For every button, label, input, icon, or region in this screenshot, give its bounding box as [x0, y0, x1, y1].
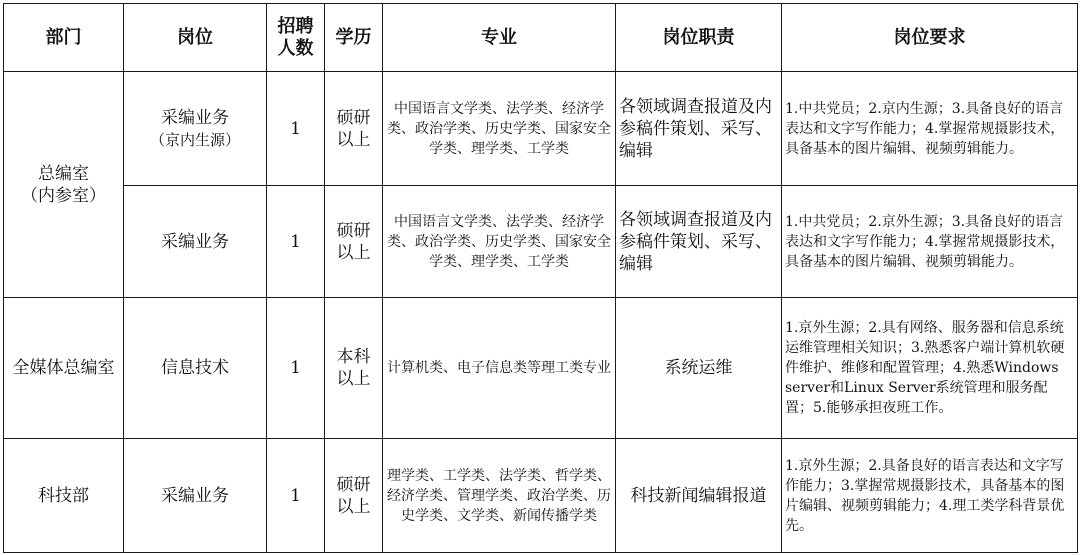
- header-dept: 部门: [4, 4, 124, 72]
- edu-line1: 本科: [336, 347, 371, 367]
- table-row: [4, 439, 1078, 553]
- dept-cell: 科技部: [4, 439, 124, 553]
- header-count-line1: 招聘: [277, 15, 314, 37]
- major-cell: 计算机类、电子信息类等理工类专业: [383, 298, 616, 439]
- edu-cell: [325, 186, 383, 298]
- post-cell: 采编业务: [124, 186, 267, 298]
- header-edu: 学历: [325, 4, 383, 72]
- duty-cell: 各领域调查报道及内参稿件策划、采写、编辑: [616, 72, 782, 186]
- header-duty: 岗位职责: [616, 4, 782, 72]
- edu-line2: 以上: [336, 369, 371, 389]
- edu-line1: 硕研: [336, 474, 371, 495]
- post-name: 采编业务: [161, 107, 229, 128]
- table-row: [4, 72, 1078, 186]
- duty-cell: 各领域调查报道及内参稿件策划、采写、编辑: [616, 186, 782, 298]
- req-cell: 1.京外生源；2.具备良好的语言表达和文字写作能力；3.掌握常规摄影技术，具备基本的图片编辑、视频剪辑能力；4.理工类学科背景优先。: [782, 439, 1078, 553]
- post-cell: [124, 72, 267, 186]
- major-cell: 理学类、工学类、法学类、哲学类、经济学类、管理学类、政治学类、历史学类、文学类、新闻传播学类: [383, 439, 616, 553]
- count-cell: 1: [267, 72, 325, 186]
- edu-line2: 以上: [336, 496, 371, 517]
- post-cell: 采编业务: [124, 439, 267, 553]
- dept-cell: [4, 72, 124, 298]
- header-count-line2: 人数: [277, 37, 314, 59]
- header-post: 岗位: [124, 4, 267, 72]
- edu-cell: [325, 72, 383, 186]
- req-cell: 1.中共党员；2.京外生源；3.具备良好的语言表达和文字写作能力；4.掌握常规摄影技术，具备基本的图片编辑、视频剪辑能力。: [782, 186, 1078, 298]
- dept-cell: 全媒体总编室: [4, 298, 124, 439]
- count-cell: 1: [267, 439, 325, 553]
- edu-line2: 以上: [336, 129, 371, 150]
- header-count: [267, 4, 325, 72]
- dept-line2: （内参室）: [21, 185, 106, 206]
- table-header-row: [4, 4, 1078, 72]
- dept-line1: 总编室: [38, 163, 89, 184]
- post-cell: 信息技术: [124, 298, 267, 439]
- recruitment-table: [3, 3, 1078, 553]
- table-row: [4, 186, 1078, 298]
- header-major: 专业: [383, 4, 616, 72]
- table-row: [4, 298, 1078, 439]
- post-note: （京内生源）: [149, 130, 240, 149]
- major-cell: 中国语言文学类、法学类、经济学类、政治学类、历史学类、国家安全学类、理学类、工学类: [383, 186, 616, 298]
- edu-line1: 硕研: [336, 107, 371, 128]
- duty-cell: 科技新闻编辑报道: [616, 439, 782, 553]
- duty-cell: 系统运维: [616, 298, 782, 439]
- count-cell: 1: [267, 186, 325, 298]
- edu-cell: [325, 439, 383, 553]
- count-cell: 1: [267, 298, 325, 439]
- major-cell: 中国语言文学类、法学类、经济学类、政治学类、历史学类、国家安全学类、理学类、工学类: [383, 72, 616, 186]
- edu-line1: 硕研: [336, 220, 371, 241]
- req-cell: 1.中共党员；2.京内生源；3.具备良好的语言表达和文字写作能力；4.掌握常规摄影技术，具备基本的图片编辑、视频剪辑能力。: [782, 72, 1078, 186]
- edu-cell: [325, 298, 383, 439]
- edu-line2: 以上: [336, 242, 371, 263]
- req-cell: 1.京外生源；2.具有网络、服务器和信息系统运维管理相关知识；3.熟悉客户端计算机软硬件维护、维修和配置管理；4.熟悉Windows server和Linux Server系统管理和服务配置；5.能够承担夜班工作。: [782, 298, 1078, 439]
- header-req: 岗位要求: [782, 4, 1078, 72]
